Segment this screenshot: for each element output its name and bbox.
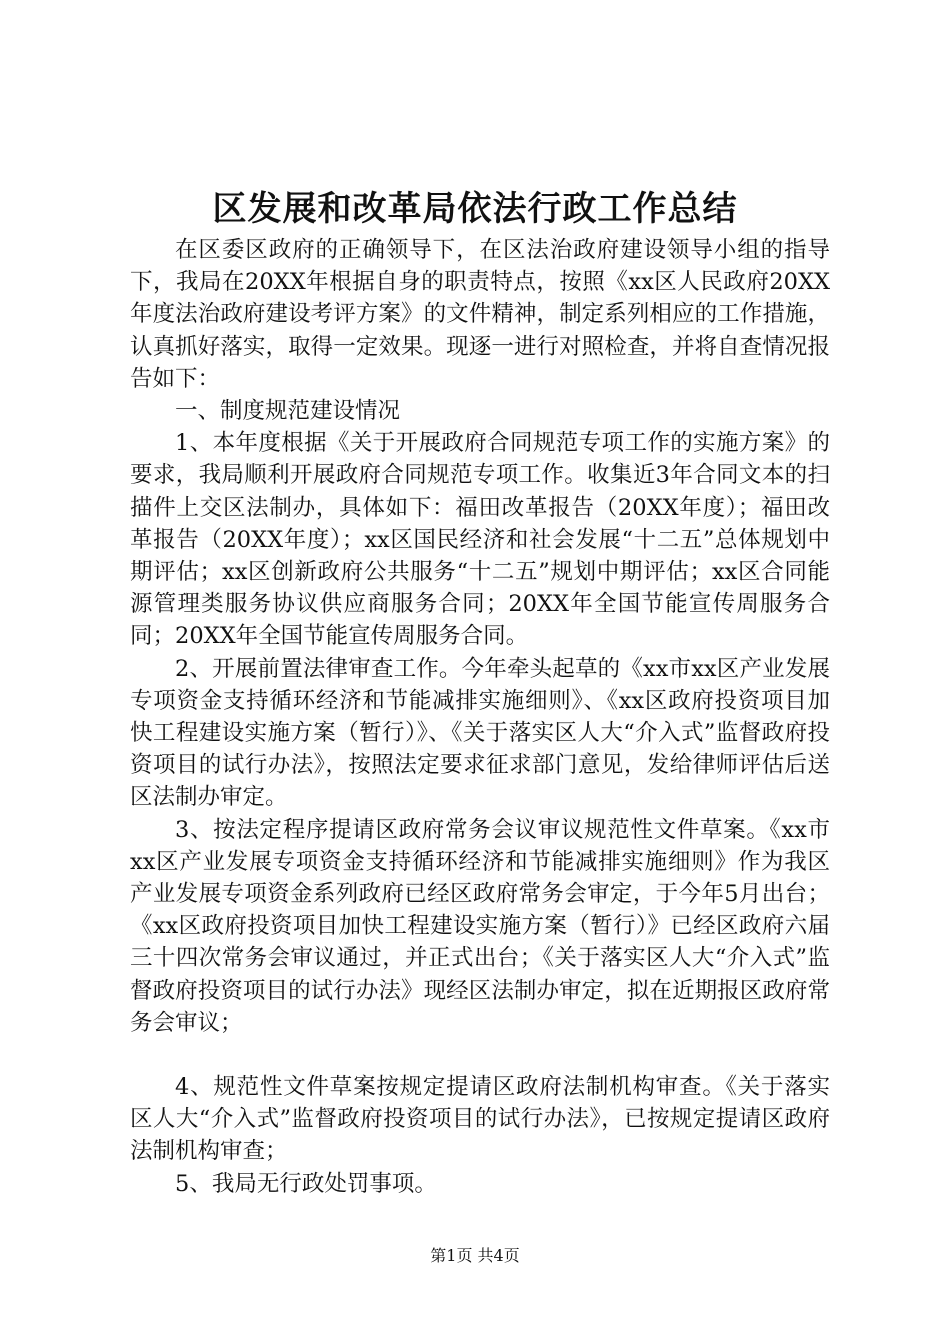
page-number-footer: 第1页 共4页 [430,1246,520,1265]
section-heading: 一、制度规范建设情况 [175,398,401,425]
document-body [130,234,830,1200]
paragraph-item-5: 5、我局无行政处罚事项。 [175,1170,437,1197]
paragraph-item-4: 4、规范性文件草案按规定提请区政府法制机构审查。《关于落实区人大“介入式”监督政府投资项目的试行办法》，已按规定提请区政府法制机构审查； [130,1074,830,1165]
paragraph-intro: 在区委区政府的正确领导下，在区法治政府建设领导小组的指导下，我局在20XX年根据自身的职责特点，按照《xx区人民政府20XX年度法治政府建设考评方案》的文件精神，制定系列相应的工作措施，认真抓好落实，取得一定效果。现逐一进行对照检查，并将自查情况报告如下： [130,237,830,392]
document-title: 区发展和改革局依法行政工作总结 [212,189,738,229]
paragraph-item-1: 1、本年度根据《关于开展政府合同规范专项工作的实施方案》的要求，我局顺利开展政府合同规范专项工作。收集近3年合同文本的扫描件上交区法制办，具体如下：福田改革报告（20XX年度）；福田改革报告（20XX年度）；xx区国民经济和社会发展“十二五”总体规划中期评估；xx区创新政府公共服务“十二五”规划中期评估；xx区合同能源管理类服务协议供应商服务合同；20XX年全国节能宣传周服务合同；20XX年全国节能宣传周服务合同。 [130,430,830,650]
paragraph-item-3: 3、按法定程序提请区政府常务会议审议规范性文件草案。《xx市xx区产业发展专项资金支持循环经济和节能减排实施细则》作为我区产业发展专项资金系列政府已经区政府常务会审定，于今年5月出台；《xx区政府投资项目加快工程建设实施方案（暂行）》已经区政府六届三十四次常务会审议通过，并正式出台；《关于落实区人大“介入式”监督政府投资项目的试行办法》现经区法制办审定，拟在近期报区政府常务会审议； [130,816,830,1036]
paragraph-item-2: 2、开展前置法律审查工作。今年牵头起草的《xx市xx区产业发展专项资金支持循环经济和节能减排实施细则》、《xx区政府投资项目加快工程建设实施方案（暂行）》、《关于落实区人大“介入式”监督政府投资项目的试行办法》，按照法定要求征求部门意见，发给律师评估后送区法制办审定。 [130,655,830,811]
